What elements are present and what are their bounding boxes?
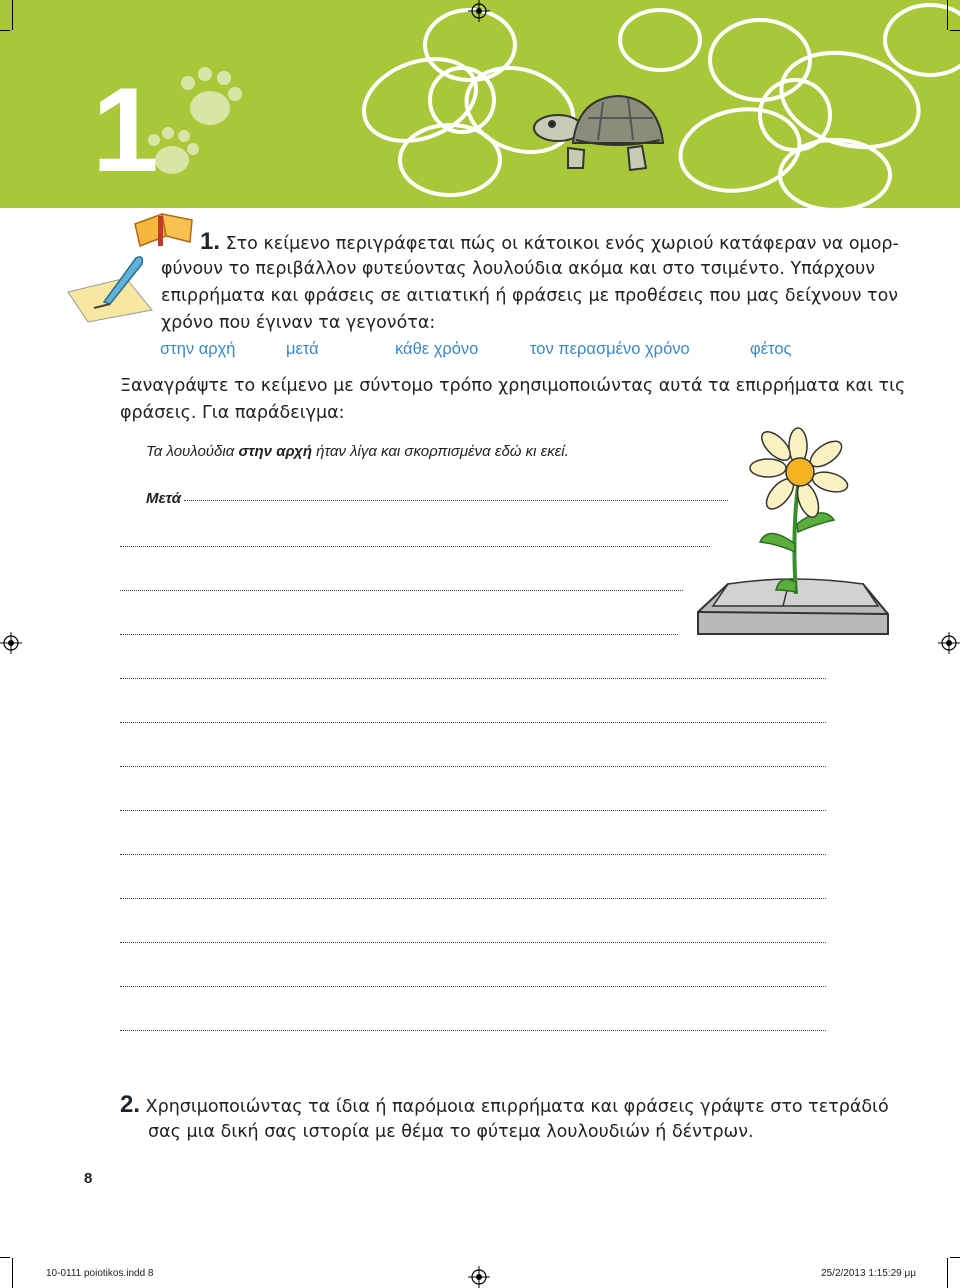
answer-line[interactable] [120, 810, 826, 811]
answer-line[interactable] [120, 898, 826, 899]
answer-line[interactable] [120, 634, 678, 635]
page-number: 8 [84, 1170, 93, 1187]
book-icon [130, 206, 200, 251]
footer-filename: 10-0111 poiotikos.indd 8 [46, 1268, 154, 1279]
answer-line[interactable] [184, 500, 728, 501]
registration-mark-icon [938, 632, 960, 654]
time-word: στην αρχή [160, 340, 236, 358]
exercise1-line3: επιρρήματα και φράσεις σε αιτιατική ή φράσεις με προθέσεις που μας δείχνουν τον [161, 286, 899, 306]
quill-paper-icon [64, 252, 156, 324]
answer-line[interactable] [120, 1030, 826, 1031]
answer-line[interactable] [120, 590, 683, 591]
exercise1-line2: φύνουν το περιβάλλον φυτεύοντας λουλούδια ακόμα και στο τσιμέντο. Υπάρχουν [161, 259, 876, 279]
registration-mark-icon [468, 0, 490, 22]
exercise2-number: 2. [120, 1091, 141, 1118]
header-banner [0, 0, 960, 208]
chapter-number: 1 [92, 63, 155, 197]
time-word: τον περασμένο χρόνο [530, 340, 690, 358]
crop-mark [950, 30, 960, 31]
registration-mark-icon [0, 632, 22, 654]
registration-mark-icon [468, 1266, 490, 1288]
answer-line[interactable] [120, 766, 826, 767]
crop-mark [12, 1258, 13, 1288]
crop-mark [0, 30, 10, 31]
exercise2-text: Χρησιμοποιώντας τα ίδια ή παρόμοια επιρρήματα και φράσεις γράψτε στο τετράδιό [145, 1097, 889, 1117]
example-sentence: Τα λουλούδια στην αρχή ήταν λίγα και σκορπισμένα εδώ κι εκεί. [146, 443, 569, 460]
exercise2-line2: σας μια δική σας ιστορία με θέμα το φύτεμα λουλουδιών ή δέντρων. [148, 1122, 754, 1142]
exercise1-line1 [200, 229, 899, 257]
answer-line[interactable] [120, 722, 826, 723]
instruction-line1: Ξαναγράψτε το κείμενο με σύντομο τρόπο χρησιμοποιώντας αυτά τα επιρρήματα και τις [120, 376, 906, 396]
answer-start-label: Μετά [146, 490, 182, 507]
time-word: κάθε χρόνο [395, 340, 479, 358]
crop-mark [0, 1257, 10, 1258]
crop-mark [947, 0, 948, 30]
time-word: φέτος [750, 340, 792, 358]
answer-line[interactable] [120, 942, 826, 943]
footer-timestamp: 25/2/2013 1:15:29 μμ [821, 1268, 916, 1279]
answer-line[interactable] [120, 986, 826, 987]
time-word: μετά [286, 340, 319, 358]
flower-in-concrete-icon [688, 424, 900, 654]
answer-line[interactable] [120, 854, 826, 855]
crop-mark [947, 1258, 948, 1288]
answer-line[interactable] [120, 546, 710, 547]
turtle-icon [508, 88, 668, 178]
example-highlight: στην αρχή [238, 443, 312, 460]
exercise2-line1 [120, 1092, 889, 1120]
crop-mark [12, 0, 13, 30]
crop-mark [950, 1257, 960, 1258]
exercise1-text: Στο κείμενο περιγράφεται πώς οι κάτοικοι ενός χωριού κατάφεραν να ομορ- [225, 234, 899, 254]
answer-line[interactable] [120, 678, 826, 679]
exercise1-line4: χρόνο που έγιναν τα γεγονότα: [161, 313, 436, 333]
exercise1-number: 1. [200, 228, 221, 255]
instruction-line2: φράσεις. Για παράδειγμα: [120, 403, 345, 423]
